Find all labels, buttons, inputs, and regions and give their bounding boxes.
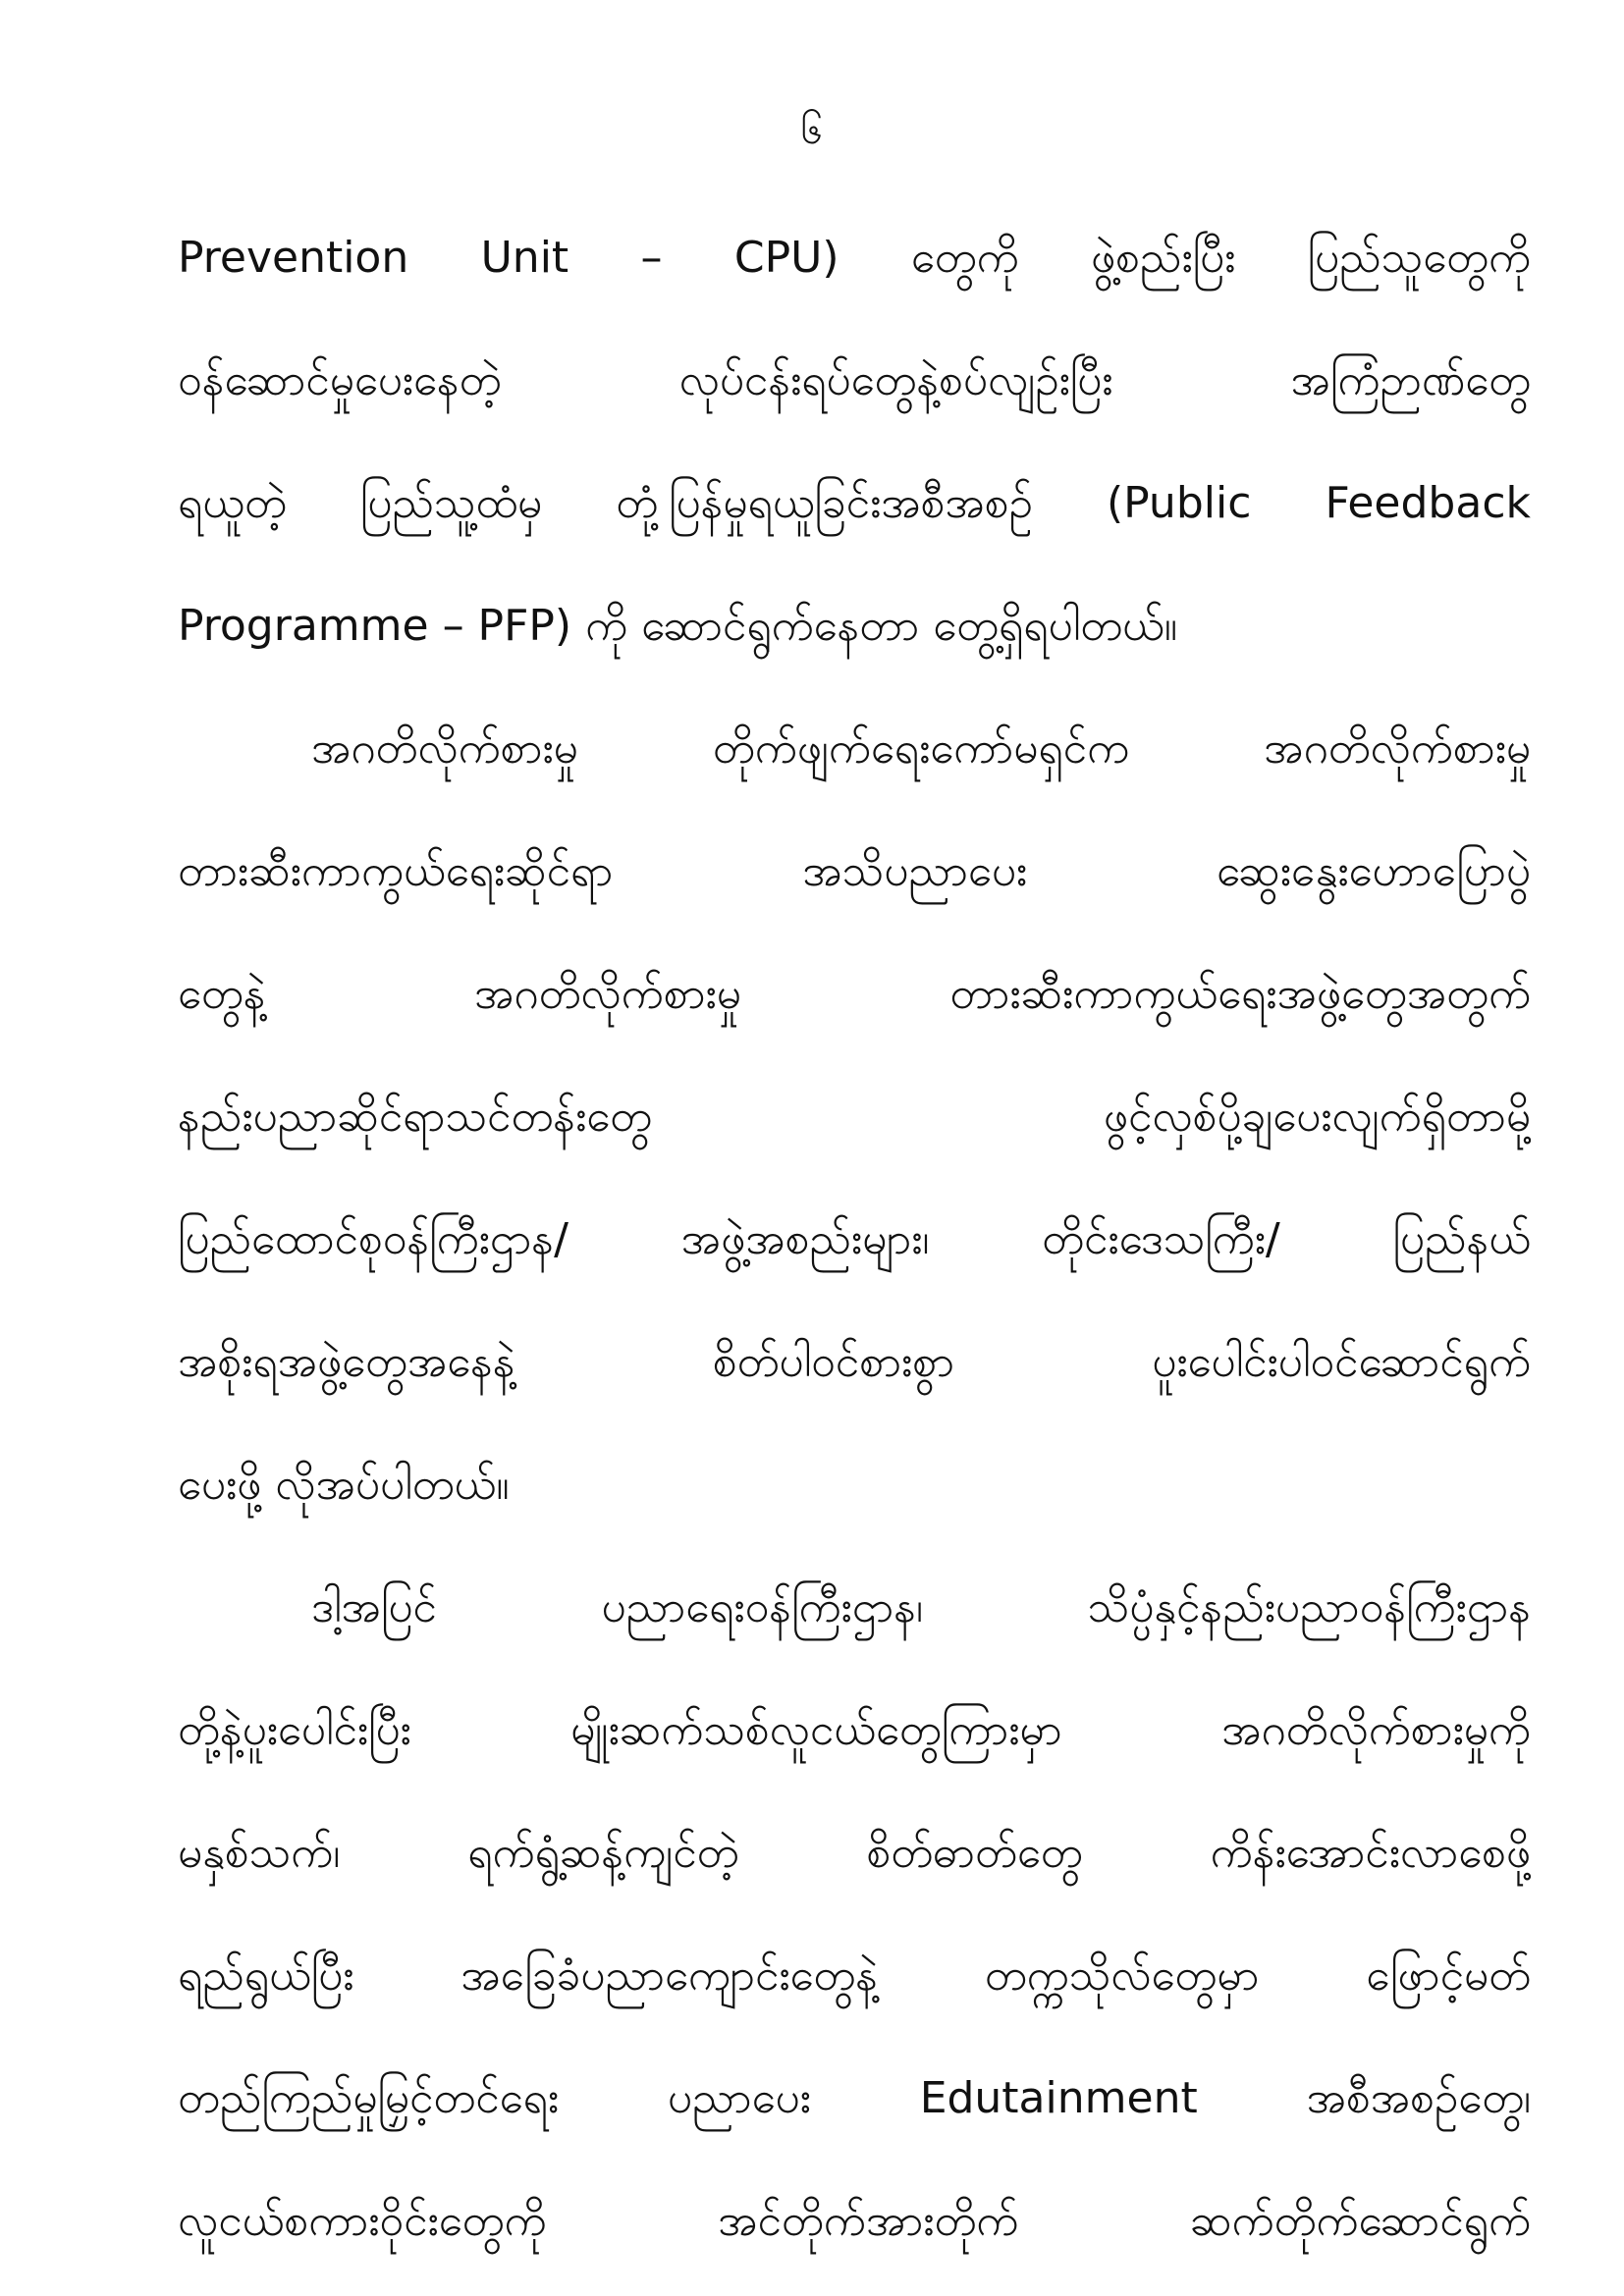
text-line: တားဆီးကာကွယ်ရေးဆိုင်ရာ အသိပညာပေး ဆွေးနွေးဟောပြောပွဲ	[178, 846, 1531, 896]
text-line: ရယူတဲ့ ပြည်သူ့ထံမှ တုံ့ပြန်မှုရယူခြင်းအစီအစဉ် (Public Feedback	[178, 478, 1531, 528]
text-line: ဒါ့အပြင် ပညာရေးဝန်ကြီးဌာန၊ သိပ္ပံနှင့်နည်းပညာဝန်ကြီးဌာန	[311, 1582, 1531, 1632]
text-line: လူငယ်စကားဝိုင်းတွေကို အင်တိုက်အားတိုက် ဆက်တိုက်ဆောင်ရွက်	[178, 2196, 1531, 2246]
text-line: တို့နဲ့ပူးပေါင်းပြီး မျိုးဆက်သစ်လူငယ်တွေကြားမှာ အဂတိလိုက်စားမှုကို	[178, 1705, 1531, 1755]
text-line: ပေးဖို့ လိုအပ်ပါတယ်။	[178, 1460, 510, 1510]
text-line: Programme – PFP) ကို ဆောင်ရွက်နေတာ တွေ့ရှိရပါတယ်။	[178, 601, 1178, 651]
text-line: မနှစ်သက်၊ ရက်ရွံ့ဆန့်ကျင်တဲ့ စိတ်ဓာတ်တွေ ကိန်းအောင်းလာစေဖို့	[178, 1828, 1531, 1878]
text-line: ဝန်ဆောင်မှုပေးနေတဲ့ လုပ်ငန်းရပ်တွေနဲ့စပ်လျဉ်းပြီး အကြံဉာဏ်တွေ	[178, 355, 1531, 405]
page-number: ၆	[800, 108, 824, 153]
text-line: ရည်ရွယ်ပြီး အခြေခံပညာကျောင်းတွေနဲ့ တက္ကသိုလ်တွေမှာ ဖြောင့်မတ်	[178, 1950, 1531, 2001]
body-text	[178, 196, 1531, 2282]
paragraph-2	[178, 687, 1531, 1546]
paragraph-3	[178, 1546, 1531, 2282]
text-line: တွေနဲ့ အဂတိလိုက်စားမှု တားဆီးကာကွယ်ရေးအဖွဲ့တွေအတွက်	[178, 969, 1531, 1019]
text-line: Prevention Unit – CPU) တွေကို ဖွဲ့စည်းပြီး ပြည်သူတွေကို	[178, 233, 1531, 283]
paragraph-1	[178, 196, 1531, 687]
text-line: အဂတိလိုက်စားမှု တိုက်ဖျက်ရေးကော်မရှင်က အဂတိလိုက်စားမှု	[311, 723, 1531, 774]
text-line: တည်ကြည်မှုမြှင့်တင်ရေး ပညာပေး Edutainment အစီအစဉ်တွေ၊	[178, 2073, 1531, 2123]
text-line: ပြည်ထောင်စုဝန်ကြီးဌာန/ အဖွဲ့အစည်းများ၊ တိုင်းဒေသကြီး/ ပြည်နယ်	[178, 1214, 1531, 1264]
text-line: နည်းပညာဆိုင်ရာသင်တန်းတွေ ဖွင့်လှစ်ပို့ချပေးလျက်ရှိတာမို့	[178, 1092, 1531, 1142]
text-line: အစိုးရအဖွဲ့တွေအနေနဲ့ စိတ်ပါဝင်စားစွာ ပူးပေါင်းပါဝင်ဆောင်ရွက်	[178, 1337, 1531, 1387]
